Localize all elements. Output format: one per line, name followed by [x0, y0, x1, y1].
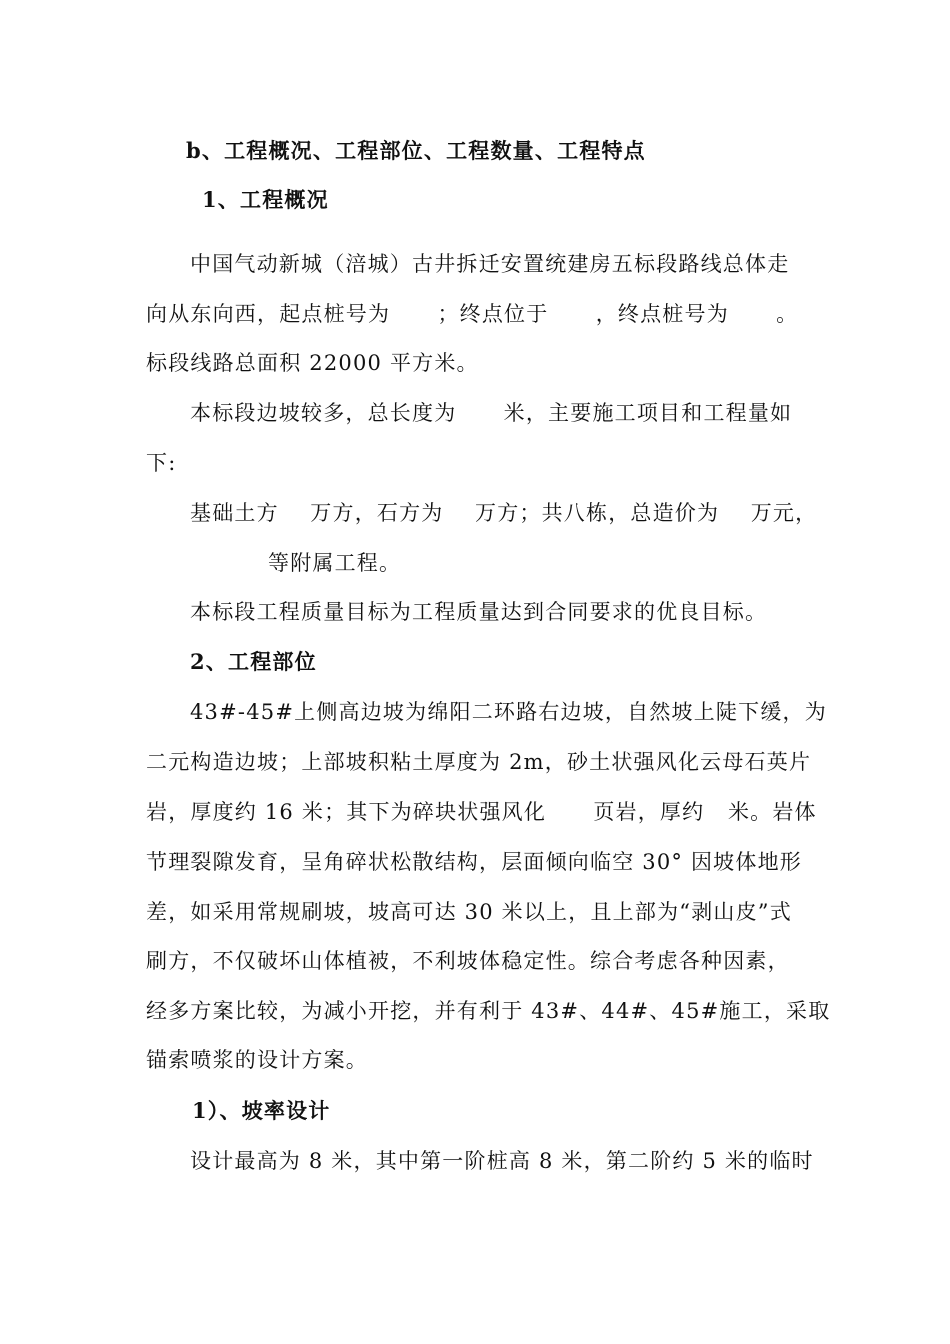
paragraph-line: 岩，厚度约 16 米；其下为碎块状强风化 页岩，厚约 米。岩体: [146, 800, 817, 824]
paragraph-line: 43#-45#上侧高边坡为绵阳二环路右边坡，自然坡上陡下缓，为: [190, 700, 827, 724]
paragraph-line: 本标段工程质量目标为工程质量达到合同要求的优良目标。: [190, 600, 768, 624]
paragraph-line: 二元构造边坡；上部坡积粘土厚度为 2m，砂土状强风化云母石英片: [146, 750, 812, 774]
paragraph-line: 下:: [146, 451, 177, 475]
paragraph-line: 向从东向西，起点桩号为 ；终点位于 ，终点桩号为 。: [146, 302, 799, 326]
subsection-heading-slope-design: 1）、坡率设计: [192, 1098, 331, 1123]
paragraph-line: 设计最高为 8 米，其中第一阶桩高 8 米，第二阶约 5 米的临时: [190, 1149, 814, 1173]
subsection-heading-overview: 1、工程概况: [202, 187, 329, 212]
subsection-heading-location: 2、工程部位: [190, 649, 317, 674]
section-heading: b、工程概况、工程部位、工程数量、工程特点: [186, 138, 646, 163]
paragraph-line: 本标段边坡较多，总长度为 米，主要施工项目和工程量如: [190, 401, 793, 425]
paragraph-line: 经多方案比较，为减小开挖，并有利于 43#、44#、45#施工，采取: [146, 999, 831, 1023]
paragraph-line: 等附属工程。: [268, 551, 402, 575]
paragraph-line: 中国气动新城（涪城）古井拆迁安置统建房五标段路线总体走: [190, 252, 790, 276]
paragraph-line: 刷方，不仅破坏山体植被，不利坡体稳定性。综合考虑各种因素，: [146, 949, 790, 973]
paragraph-line: 锚索喷浆的设计方案。: [146, 1048, 368, 1072]
paragraph-line: 节理裂隙发育，呈角碎状松散结构，层面倾向临空 30° 因坡体地形: [146, 850, 802, 874]
paragraph-line: 基础土方 万方，石方为 万方；共八栋，总造价为 万元，: [190, 501, 818, 525]
paragraph-line: 差，如采用常规刷坡，坡高可达 30 米以上，且上部为“剥山皮”式: [146, 900, 792, 924]
paragraph-line: 标段线路总面积 22000 平方米。: [146, 351, 479, 375]
